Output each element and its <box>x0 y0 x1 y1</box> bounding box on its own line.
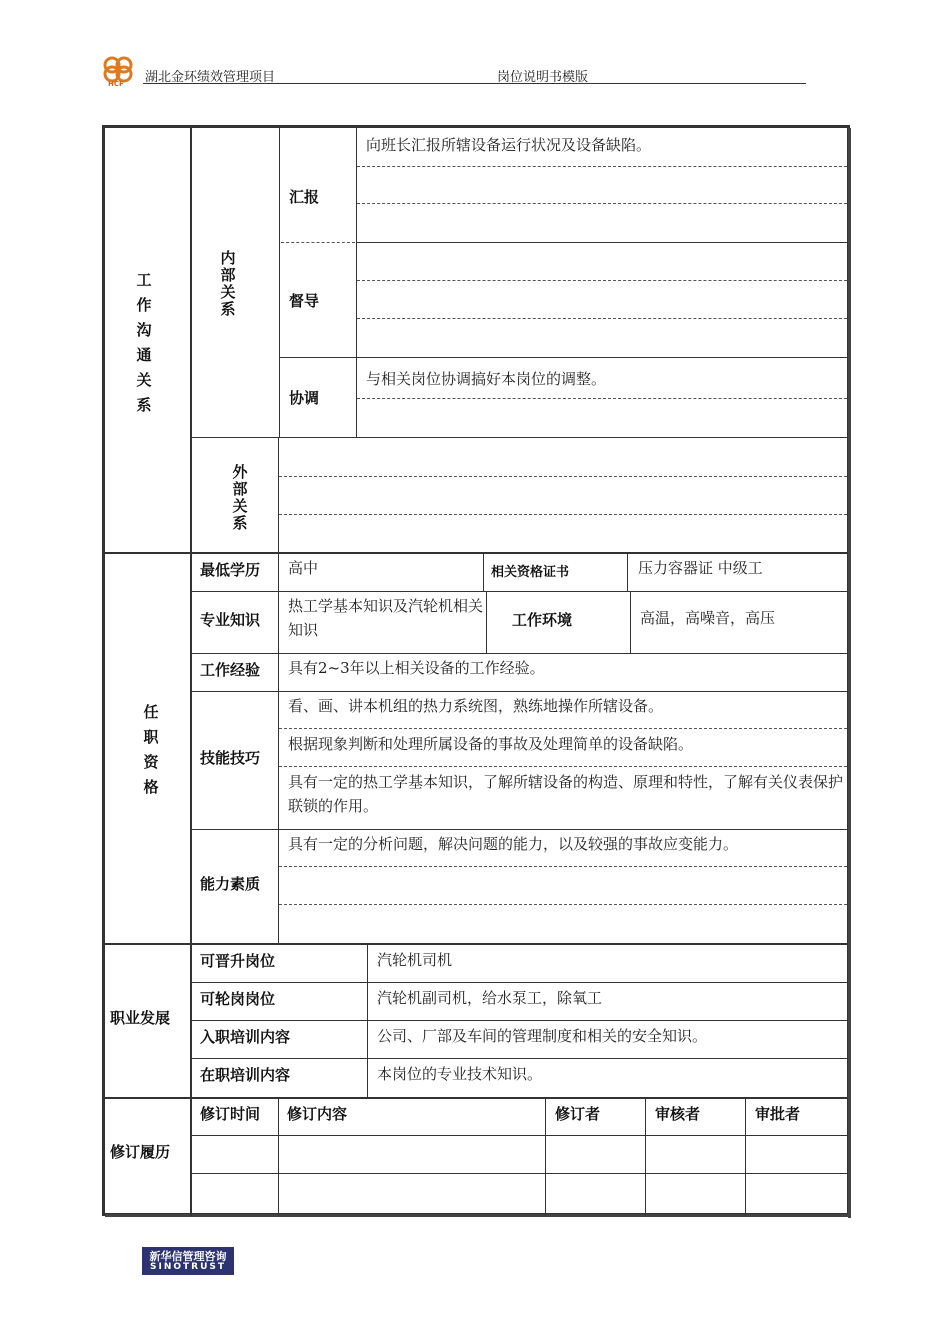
skills-label: 技能技巧 <box>200 749 261 767</box>
career-row-label: 入职培训内容 <box>200 1028 291 1046</box>
report-text: 向班长汇报所辖设备运行状况及设备缺陷。 <box>366 136 652 154</box>
dashed-rule <box>357 203 847 204</box>
cell-border <box>357 242 848 243</box>
cell-border <box>645 1098 646 1216</box>
cell-border <box>191 591 848 592</box>
career-row-label: 可轮岗岗位 <box>200 990 276 1008</box>
section-qualification-label: 任职资格 <box>143 703 159 796</box>
table-shadow <box>105 1214 850 1217</box>
knowledge-label: 专业知识 <box>200 611 261 629</box>
career-row-label: 可晋升岗位 <box>200 952 276 970</box>
dashed-rule <box>357 166 847 167</box>
cell-border <box>280 357 848 358</box>
cell-border <box>278 553 279 943</box>
knowledge-value: 热工学基本知识及汽轮机相关知识 <box>288 597 484 639</box>
section-divider <box>105 943 848 945</box>
career-row-value: 公司、厂部及车间的管理制度和相关的安全知识。 <box>377 1027 708 1045</box>
logo-text: HCF <box>108 80 124 88</box>
cell-border <box>745 1098 746 1216</box>
cell-border <box>191 691 848 692</box>
cell-border <box>191 829 848 830</box>
dashed-rule <box>279 866 847 867</box>
header-project: 湖北金环绩效管理项目 <box>145 70 276 85</box>
certificate-value: 压力容器证 中级工 <box>638 559 763 577</box>
environment-value: 高温，高噪音，高压 <box>640 609 776 627</box>
cell-border <box>191 1173 848 1174</box>
revision-column-header: 审核者 <box>655 1105 701 1123</box>
cell-border <box>278 1098 279 1216</box>
dashed-rule <box>279 476 847 477</box>
revision-column-header: 审批者 <box>755 1105 801 1123</box>
header-doc-title: 岗位说明书模版 <box>497 70 589 85</box>
skill-item: 具有一定的热工学基本知识，了解所辖设备的构造、原理和特性，了解有关仪表保护联锁的作用。 <box>288 773 844 815</box>
consultancy-logo-brand: SINOTRUST <box>149 1262 226 1272</box>
career-row-label: 在职培训内容 <box>200 1066 291 1084</box>
revision-column-header: 修订者 <box>555 1105 601 1123</box>
education-label: 最低学历 <box>200 561 261 579</box>
cell-border <box>630 592 631 653</box>
dashed-rule <box>279 904 847 905</box>
skill-item: 根据现象判断和处理所属设备的事故及处理简单的设备缺陷。 <box>288 735 694 753</box>
career-row-value: 汽轮机司机 <box>377 951 453 969</box>
cell-border <box>191 982 848 983</box>
ability-label: 能力素质 <box>200 875 261 893</box>
environment-label: 工作环境 <box>512 611 573 629</box>
cell-border <box>627 553 628 591</box>
consultancy-logo <box>142 1247 234 1275</box>
section-revision-label: 修订履历 <box>110 1143 171 1161</box>
revision-column-header: 修订内容 <box>287 1105 348 1123</box>
section-divider <box>105 1097 848 1099</box>
coordinate-label: 协调 <box>289 389 320 407</box>
cell-border <box>191 1135 848 1136</box>
section-divider <box>105 552 848 554</box>
career-row-value: 本岗位的专业技术知识。 <box>377 1065 543 1083</box>
dashed-rule <box>279 728 847 729</box>
column-divider <box>190 128 192 1216</box>
internal-relations-label: 内部关系 <box>220 249 236 318</box>
dashed-rule <box>357 280 847 281</box>
cell-border <box>191 1020 848 1021</box>
consultancy-logo-name: 新华信管理咨询 <box>149 1250 227 1263</box>
section-career-label: 职业发展 <box>110 1009 171 1027</box>
cell-border <box>191 437 848 438</box>
dashed-rule <box>281 242 355 243</box>
supervise-label: 督导 <box>289 292 320 310</box>
dashed-rule <box>279 766 847 767</box>
cell-border <box>191 1058 848 1059</box>
ability-value: 具有一定的分析问题，解决问题的能力，以及较强的事故应变能力。 <box>288 835 739 853</box>
table-shadow <box>848 128 851 1218</box>
experience-value: 具有2~3年以上相关设备的工作经验。 <box>288 659 545 677</box>
dashed-rule <box>279 514 847 515</box>
dashed-rule <box>357 318 847 319</box>
external-relations-label: 外部关系 <box>232 463 248 532</box>
cell-border <box>486 592 487 653</box>
revision-column-header: 修订时间 <box>200 1105 261 1123</box>
dashed-rule <box>357 398 847 399</box>
section-communication-label: 工作沟通关系 <box>136 271 152 414</box>
certificate-label: 相关资格证书 <box>491 565 570 580</box>
cell-border <box>278 438 279 552</box>
report-label: 汇报 <box>289 188 320 206</box>
cell-border <box>545 1098 546 1216</box>
cell-border <box>279 128 280 437</box>
skill-item: 看、画、讲本机组的热力系统图，熟练地操作所辖设备。 <box>288 697 664 715</box>
career-row-value: 汽轮机副司机，给水泵工，除氧工 <box>377 989 603 1007</box>
cell-border <box>191 653 848 654</box>
header-rule <box>143 83 806 84</box>
coordinate-text: 与相关岗位协调搞好本岗位的调整。 <box>366 370 607 388</box>
cell-border <box>356 128 357 437</box>
education-value: 高中 <box>288 559 319 577</box>
experience-label: 工作经验 <box>200 661 261 679</box>
cell-border <box>483 553 484 591</box>
